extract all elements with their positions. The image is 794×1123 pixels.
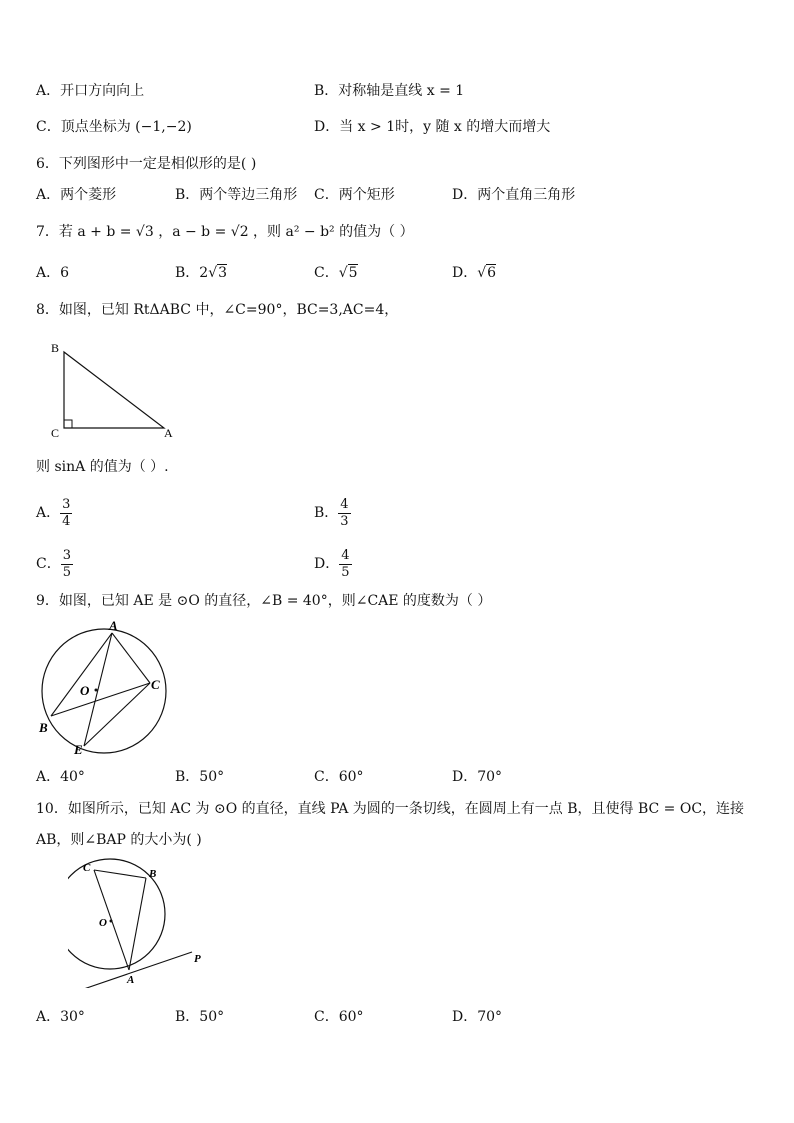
q10-label-o: O	[99, 917, 107, 929]
q8-option-c-den: 5	[62, 564, 71, 580]
q7-option-b-radicand: 3	[218, 265, 228, 281]
q9-segment-bc	[51, 683, 150, 716]
q5-option-b: B．对称轴是直线 x = 1	[314, 83, 465, 99]
q10-label-a: A	[127, 974, 135, 986]
q8-option-b-prefix: B．	[314, 505, 339, 521]
q8-stem: 8．如图，已知 RtΔABC 中，∠C=90°，BC=3,AC=4，	[36, 302, 399, 318]
q8-option-d-prefix: D．	[314, 556, 340, 572]
q5-option-a: A．开口方向向上	[36, 83, 145, 99]
q7-option-d-radicand: 6	[487, 265, 497, 281]
q8-option-b-num: 4	[340, 496, 349, 512]
q8-option-a-num: 3	[62, 496, 71, 512]
q8-triangle-figure	[40, 336, 190, 448]
q9-label-c: C	[151, 677, 160, 692]
q9-stem: 9．如图，已知 AE 是 ⊙O 的直径，∠B = 40°，则∠CAE 的度数为（ ）	[36, 593, 492, 609]
q10-label-b: B	[149, 868, 157, 880]
q9-label-o: O	[80, 683, 90, 698]
q8-right-angle-mark	[64, 420, 72, 428]
q10-label-p: P	[194, 953, 201, 965]
q10-label-c: C	[83, 862, 91, 874]
q6-option-b: B．两个等边三角形	[175, 187, 298, 203]
q9-segment-ab	[51, 633, 112, 716]
q8-option-c-num: 3	[62, 547, 71, 563]
q9-segment-ec	[84, 683, 150, 746]
q5-option-d: D．当 x > 1时，y 随 x 的增大而增大	[314, 119, 551, 135]
q8-ask: 则 sinA 的值为（ ）.	[36, 459, 169, 475]
q9-label-b: B	[39, 720, 48, 735]
q7-option-d: D．√6	[452, 265, 497, 281]
q10-stem-line2: AB，则∠BAP 的大小为( )	[36, 832, 202, 848]
q8-option-c	[36, 547, 73, 581]
q7-option-b-coef: 2	[199, 265, 209, 281]
q8-option-d	[314, 547, 352, 581]
q8-option-a-prefix: A．	[36, 505, 61, 521]
q6-stem: 6．下列图形中一定是相似形的是( )	[36, 156, 257, 172]
q5-option-c: C．顶点坐标为 (−1,−2)	[36, 119, 192, 135]
q8-option-d-fraction	[339, 548, 351, 581]
q8-option-c-prefix: C．	[36, 556, 61, 572]
q8-triangle	[64, 352, 164, 428]
q8-option-c-fraction	[61, 548, 73, 581]
q8-label-b: B	[51, 341, 60, 355]
q9-option-c: C．60°	[314, 769, 364, 785]
q9-option-a: A．40°	[36, 769, 85, 785]
q7-option-a: A．6	[36, 265, 70, 281]
q10-option-b: B．50°	[175, 1009, 225, 1025]
q9-center-dot	[95, 689, 98, 692]
q7-option-c: C．√5	[314, 265, 358, 281]
q9-option-d: D．70°	[452, 769, 503, 785]
q8-option-a-fraction	[60, 497, 72, 530]
q10-segment-cb	[94, 870, 146, 878]
q10-stem-line1: 10．如图所示，已知 AC 为 ⊙O 的直径，直线 PA 为圆的一条切线，在圆周上有一点 B，且使得 BC = OC，连接	[36, 801, 745, 817]
q8-option-a	[36, 496, 72, 530]
q7-stem: 7．若 a + b = √3 ，a − b = √2 ，则 a² − b² 的值为（ ）	[36, 224, 414, 240]
q9-segment-ac	[112, 633, 150, 683]
q6-option-c: C．两个矩形	[314, 187, 395, 203]
q9-circle-figure	[32, 618, 172, 758]
q8-label-c: C	[51, 426, 60, 440]
q8-option-b-den: 3	[340, 513, 349, 529]
q6-option-a: A．两个菱形	[36, 187, 117, 203]
q9-option-b: B．50°	[175, 769, 225, 785]
q10-segment-ab	[129, 878, 146, 970]
q8-option-d-num: 4	[341, 547, 350, 563]
q9-label-e: E	[74, 742, 83, 757]
q10-circle-figure	[68, 858, 218, 988]
q8-option-d-den: 5	[341, 564, 350, 580]
q8-option-b-fraction	[338, 497, 350, 530]
q10-option-a: A．30°	[36, 1009, 85, 1025]
q9-circle	[42, 629, 166, 753]
q8-label-a: A	[164, 426, 173, 440]
q6-option-d: D．两个直角三角形	[452, 187, 576, 203]
q7-option-b-prefix: B．	[175, 265, 200, 281]
q7-option-d-prefix: D．	[452, 265, 478, 281]
q10-center-dot	[110, 920, 113, 923]
q8-option-a-den: 4	[62, 513, 71, 529]
q7-option-c-radicand: 5	[348, 265, 358, 281]
q10-option-c: C．60°	[314, 1009, 364, 1025]
q7-option-b: B．2√3	[175, 265, 228, 281]
q7-option-c-prefix: C．	[314, 265, 339, 281]
q10-option-d: D．70°	[452, 1009, 503, 1025]
q8-option-b	[314, 496, 351, 530]
q9-label-a: A	[109, 618, 118, 633]
